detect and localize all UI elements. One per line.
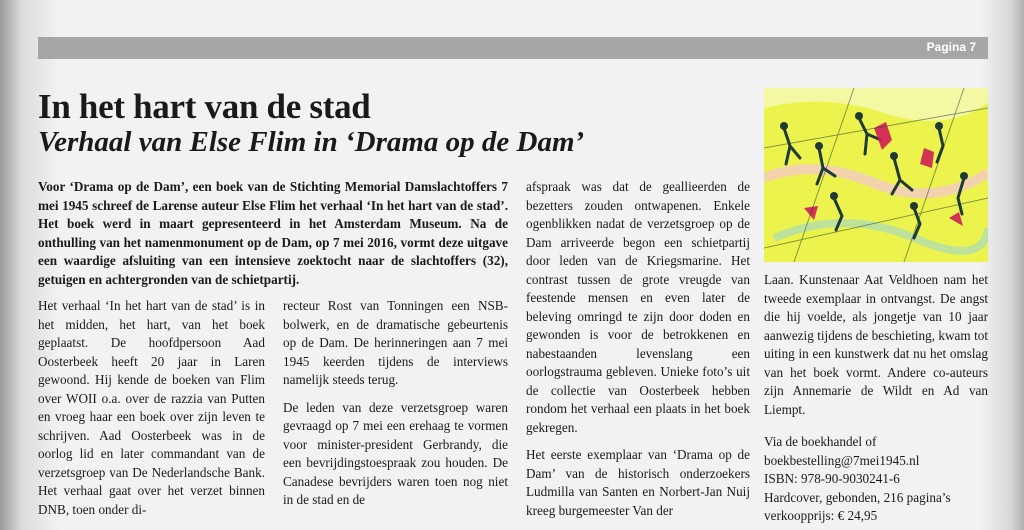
paragraph: Laan. Kunstenaar Aat Veldhoen nam het tweede exemplaar in ontvangst. De angst die hij voelde, als jongetje van 10 jaar aanwezig tijdens de beschieting, kwam tot uiting in een kunstwerk dat nu het omslag van het boek vormt. Andere co-auteurs zijn Annemarie de Wildt en Ad van Liempt.: [764, 272, 988, 417]
book-info: [764, 433, 988, 526]
paragraph: Het eerste exemplaar van ‘Drama op de Dam’ van de historisch onderzoekers Ludmilla van Santen en Norbert-Jan Nuij kreeg burgemeester Van der: [526, 447, 750, 518]
order-email-link: boekbestelling@7mei1945.nl: [764, 452, 920, 468]
isbn-line: ISBN: 978-90-9030241-6: [764, 471, 900, 486]
painting-illustration: [764, 88, 988, 262]
article-title: In het hart van de stad: [38, 87, 371, 126]
paragraph: recteur Rost van Tonningen een NSB-bolwerk, en de dramatische gebeurtenis op de Dam. De herinneringen aan 7 mei 1945 keerden tijdens de interviews namelijk steeds terug.: [283, 298, 508, 387]
paragraph: De leden van deze verzetsgroep waren gevraagd op 7 mei een erehaag te vormen voor minister-president Gerbrandy, die een bevrijdingstoespraak zou houden. De Canadese bevrijders waren toen nog niet in de stad en de: [283, 399, 508, 507]
column-2: [283, 297, 508, 510]
price-line: verkoopprijs: € 24,95: [764, 508, 878, 523]
article-subtitle: Verhaal van Else Flim in ‘Drama op de Dam’: [38, 126, 585, 158]
paragraph: afspraak was dat de geallieerden de bezetters zouden ontwapenen. Enkele ogenblikken nadat de verzetsgroep op de Dam arriveerde begon een schietpartij door leden van de Kriegsmarine. Het contrast tussen de grote vreugde van feestende mensen en even later de beleving omringd te zijn door doden en gewonden is voor de betrokkenen en nabestaanden levenslang een oorlogstrauma gebleven. Unieke foto’s uit de collectie van Oosterbeek hebben rondom het verhaal een plaats in het boek gekregen.: [526, 179, 750, 435]
column-4: [764, 271, 988, 526]
artwork-image: [764, 88, 988, 262]
page-header-bar: [38, 37, 988, 59]
format-line: Hardcover, gebonden, 216 pagina’s: [764, 489, 951, 505]
paragraph: Het verhaal ‘In het hart van de stad’ is in het midden, het hart, van het boek geplaatst. De hoofdpersoon Aad Oosterbeek heeft 20 jaar in Laren gewoond. Hij kende de boeken van Flim over WOII o.a. over de razzia van Putten en vroeg haar een boek over zijn leven te schrijven. Aad Oosterbeek was in de oorlog lid en later commandant van de verzetsgroep van De Nederlandsche Bank. Het verhaal gaat over het verzet binnen DNB, toen onder di-: [38, 298, 265, 517]
column-1: [38, 297, 265, 519]
column-3: [526, 178, 750, 520]
contact-line: Via de boekhandel of: [764, 434, 877, 449]
article-lead: Voor ‘Drama op de Dam’, een boek van de Stichting Memorial Damslachtoffers 7 mei 1945 schreef de Larense auteur Else Flim het verhaal ‘In het hart van de stad’. Het boek werd in maart gepresenteerd in het Amsterdam Museum. Na de onthulling van het namenmonument op de Dam, op 7 mei 2016, vormt deze uitgave een waardige afsluiting van een intensieve zoektocht naar de slachtoffers (32), getuigen en achtergronden van de schietpartij.: [38, 179, 508, 287]
page-number: Pagina 7: [926, 40, 976, 54]
